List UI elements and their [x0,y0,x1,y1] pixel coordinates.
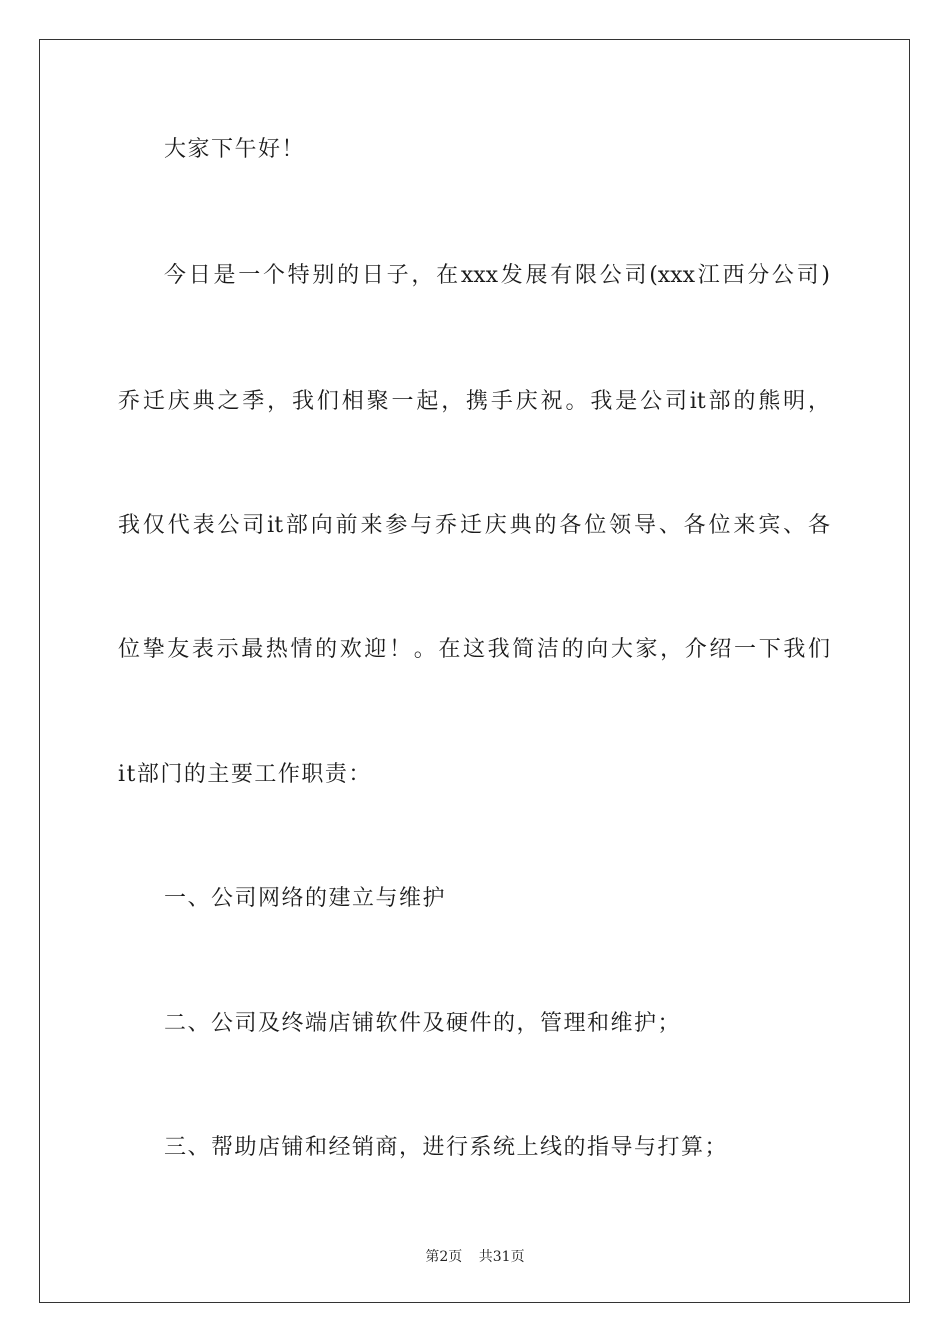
body-line-5: it部门的主要工作职责： [118,762,372,787]
body-line-3: 我仅代表公司it部向前来参与乔迁庆典的各位领导、各位来宾、各 [118,513,830,538]
list-item-2: 二、公司及终端店铺软件及硬件的，管理和维护； [164,1011,682,1036]
list-item-3: 三、帮助店铺和经销商，进行系统上线的指导与打算； [164,1135,729,1160]
page-border [39,39,910,1303]
page-footer [0,1248,950,1266]
list-item-1: 一、公司网络的建立与维护 [164,886,447,911]
body-line-1: 今日是一个特别的日子，在xxx发展有限公司(xxx江西分公司) [164,263,830,288]
greeting-line: 大家下午好！ [164,137,306,162]
body-line-4: 位挚友表示最热情的欢迎！。在这我简洁的向大家，介绍一下我们 [118,637,830,662]
page-number: 第2页 [425,1249,463,1265]
body-line-2: 乔迁庆典之季，我们相聚一起，携手庆祝。我是公司it部的熊明， [118,389,830,414]
page-total: 共31页 [478,1249,525,1265]
